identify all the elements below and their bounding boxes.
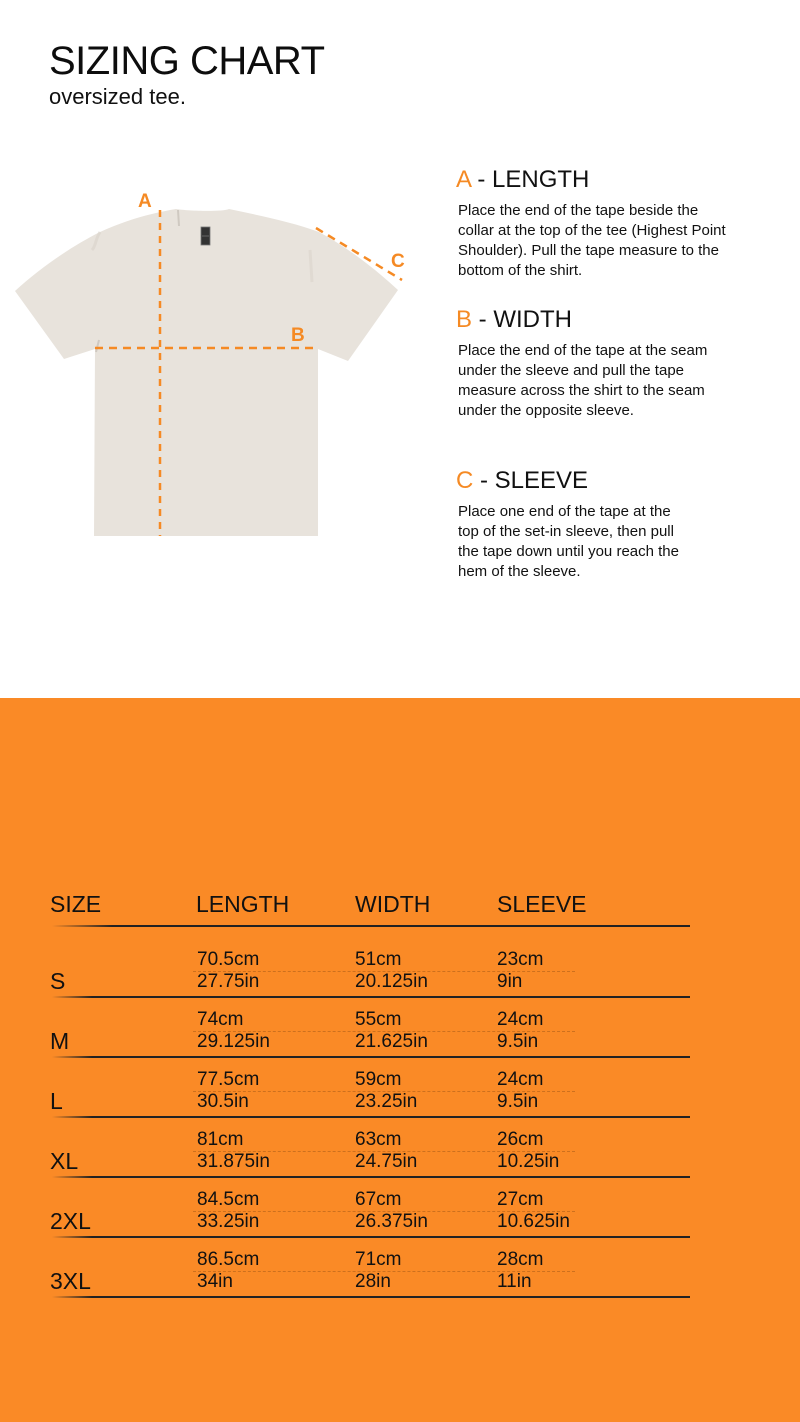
- width-cm: 55cm: [355, 1009, 402, 1030]
- column-header-width: WIDTH: [355, 891, 431, 917]
- width-in: 20.125in: [355, 971, 428, 992]
- size-label: XL: [50, 1148, 79, 1174]
- table-row: [0, 1249, 800, 1309]
- tshirt-illustration: [0, 180, 420, 560]
- sleeve-in: 10.625in: [497, 1211, 570, 1232]
- row-divider: [52, 1056, 690, 1058]
- length-cm: 81cm: [197, 1129, 244, 1150]
- tshirt-shape: [15, 209, 398, 536]
- instruction-width: [456, 306, 756, 421]
- instruction-letter: B: [456, 306, 473, 333]
- size-label: L: [50, 1088, 63, 1114]
- width-in: 28in: [355, 1271, 391, 1292]
- length-cm: 84.5cm: [197, 1189, 260, 1210]
- row-divider: [52, 996, 690, 998]
- table-row: [0, 1069, 800, 1129]
- length-cm: 86.5cm: [197, 1249, 260, 1270]
- length-in: 34in: [197, 1271, 233, 1292]
- sleeve-cm: 24cm: [497, 1009, 544, 1030]
- column-header-sleeve: SLEEVE: [497, 891, 587, 917]
- table-row: [0, 949, 800, 1009]
- instruction-heading: [456, 166, 756, 194]
- label-a: A: [138, 191, 152, 212]
- sleeve-cm: 27cm: [497, 1189, 544, 1210]
- width-cm: 71cm: [355, 1249, 402, 1270]
- instruction-body: Place the end of the tape at the seam under the sleeve and pull the tape measure across the shirt to the seam under the opposite sleeve.: [458, 342, 708, 419]
- instruction-sleeve: [456, 467, 756, 582]
- size-label: S: [50, 968, 66, 994]
- tshirt-measurement-diagram: [0, 180, 420, 560]
- row-divider: [52, 1116, 690, 1118]
- width-cm: 59cm: [355, 1069, 402, 1090]
- length-cm: 70.5cm: [197, 949, 260, 970]
- instruction-body: Place the end of the tape beside the collar at the top of the tee (Highest Point Shoulder). Pull the tape measure to the bottom of the shirt.: [458, 202, 726, 279]
- width-in: 21.625in: [355, 1031, 428, 1052]
- size-label: 2XL: [50, 1208, 91, 1234]
- sleeve-in: 9.5in: [497, 1031, 539, 1052]
- length-in: 31.875in: [197, 1151, 270, 1172]
- sleeve-cm: 26cm: [497, 1129, 544, 1150]
- sleeve-in: 9in: [497, 971, 523, 992]
- row-divider: [52, 1296, 690, 1298]
- length-in: 27.75in: [197, 971, 260, 992]
- length-cm: 74cm: [197, 1009, 244, 1030]
- length-in: 30.5in: [197, 1091, 249, 1112]
- sleeve-in: 11in: [497, 1271, 532, 1292]
- width-in: 24.75in: [355, 1151, 418, 1172]
- sleeve-cm: 23cm: [497, 949, 544, 970]
- table-row: [0, 1009, 800, 1069]
- length-in: 29.125in: [197, 1031, 270, 1052]
- page-subtitle: oversized tee.: [49, 84, 186, 109]
- width-in: 23.25in: [355, 1091, 418, 1112]
- sleeve-in: 9.5in: [497, 1091, 539, 1112]
- length-in: 33.25in: [197, 1211, 260, 1232]
- sleeve-in: 10.25in: [497, 1151, 560, 1172]
- instruction-title: - LENGTH: [470, 166, 590, 193]
- width-cm: 63cm: [355, 1129, 402, 1150]
- instruction-title: - SLEEVE: [473, 467, 589, 494]
- size-label: 3XL: [50, 1268, 91, 1294]
- table-row: [0, 1129, 800, 1189]
- page-title: SIZING CHART: [49, 39, 325, 83]
- table-row: [0, 1189, 800, 1249]
- width-cm: 67cm: [355, 1189, 402, 1210]
- column-header-size: SIZE: [50, 891, 102, 917]
- column-header-length: LENGTH: [196, 891, 290, 917]
- size-label: M: [50, 1028, 70, 1054]
- instruction-length: [456, 166, 756, 281]
- instruction-body: Place one end of the tape at the top of the set-in sleeve, then pull the tape down until you reach the hem of the sleeve.: [458, 503, 679, 580]
- instruction-heading: [456, 467, 756, 495]
- sleeve-cm: 28cm: [497, 1249, 544, 1270]
- instruction-letter: C: [456, 467, 474, 494]
- row-divider: [52, 1236, 690, 1238]
- width-in: 26.375in: [355, 1211, 428, 1232]
- length-cm: 77.5cm: [197, 1069, 260, 1090]
- width-cm: 51cm: [355, 949, 402, 970]
- row-divider: [52, 1176, 690, 1178]
- label-c: C: [391, 251, 405, 272]
- header-divider: [52, 925, 690, 927]
- label-b: B: [291, 325, 305, 346]
- instruction-letter: A: [456, 166, 471, 193]
- instruction-title: - WIDTH: [472, 306, 572, 333]
- sleeve-cm: 24cm: [497, 1069, 544, 1090]
- instruction-heading: [456, 306, 756, 334]
